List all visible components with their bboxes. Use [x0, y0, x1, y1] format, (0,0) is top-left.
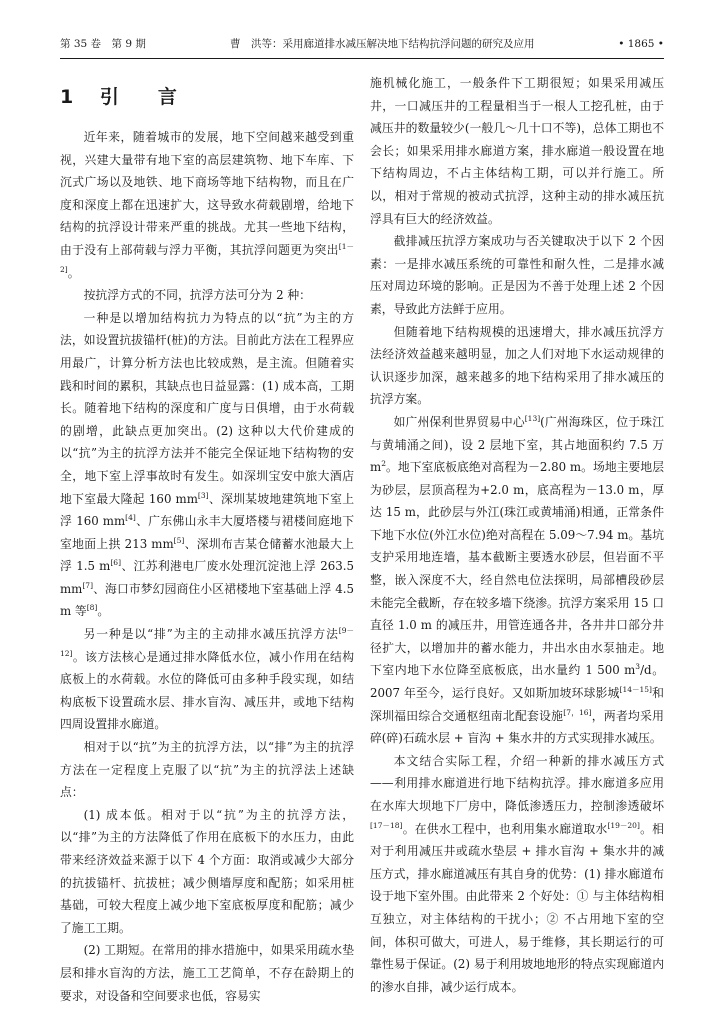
text-run: 。该方法核心是通过排水降低水位，减小作用在结构底板上的水荷载。水位的降低可由多种手段实现，如结构底板下设置疏水层、排水盲沟、减压井，或地下结构四周设置排水廊道。	[60, 649, 354, 732]
citation-superscript: [3]	[197, 490, 209, 500]
citation-superscript: [13]	[524, 413, 541, 423]
citation-superscript: [7]	[82, 580, 93, 590]
paragraph	[370, 230, 664, 320]
citation-superscript: [5]	[173, 535, 185, 545]
paragraph	[370, 750, 664, 999]
citation-superscript: [4]	[125, 513, 136, 523]
paragraph	[60, 307, 354, 623]
text-run: 。在供水工程中，也利用集水廊道取水	[402, 821, 608, 836]
text-run: 。地下室底板底绝对高程为－2.80 m。场地主要地层为砂层，层顶高程为+2.0 m，底高程为－13.0 m，厚达 15 m，此砂层与外江(珠江或黄埔涌)相通，正常条件下地下水位(外江水位)绝对高程在 5.09～7.94 m。基坑支护采用地连墙，基本截断主要透水砂层，但岩面不平整，嵌入深度不大，经自然电位法探明，局部槽段砂层未能完全截断，存在较多墙下绕渗。抗浮方案采用 15 口直径 1.0 m 的减压井，用管连通各井，各井井口部分井径扩大，以增加井的蓄水能力，井出水由水泵抽走。地下室内地下水位降至底板底，出水量约 1 500 m	[370, 460, 664, 678]
paragraph	[370, 321, 664, 411]
citation-superscript: [19－20]	[607, 820, 640, 830]
text-run: 另一种是以“排”为主的主动排水减压抗浮方法	[83, 627, 339, 642]
text-run: 、广东佛山永丰大厦塔楼与裙楼间庭地下室地面上拱 213 mm	[60, 514, 354, 551]
text-run: (2) 工期短。在常用的排水措施中，如果采用疏水垫层和排水盲沟的方法，施工工艺简单，不存在龄期上的要求，对设备和空间要求也低，容易实	[60, 943, 354, 1003]
right-column-body	[370, 72, 664, 998]
text-run: 按抗浮方式的不同，抗浮方法可分为 2 种：	[83, 288, 311, 303]
running-title: 曹 洪等：采用廊道排水减压解决地下结构抗浮问题的研究及应用	[230, 38, 535, 50]
text-run: /d。2007 年至今，运行良好。又如斯加坡环球影城	[370, 663, 664, 701]
paragraph	[60, 804, 354, 940]
text-run: 施机械化施工，一般条件下工期很短；如果采用减压井，一口减压井的工程量相当于一根人工挖孔桩，由于减压井的数量较少(一般几～几十口不等)，总体工期也不会长；如果采用排水廊道方案，排水廊道一般设置在地下结构周边，不占主体结构工期，可以并行施工。所以，相对于常规的被动式抗浮，这种主动的排水减压抗浮具有巨大的经济效益。	[370, 76, 664, 226]
left-column-body	[60, 126, 354, 1007]
journal-volume-issue: 第 35 卷 第 9 期	[60, 38, 146, 50]
paragraph	[370, 411, 664, 750]
text-run: 相对于以“抗”为主的抗浮方法，以“排”为主的抗浮方法在一定程度上克服了以“抗”为主的抗浮法上述缺点：	[60, 740, 354, 800]
text-run: ，两者均采用碎(碎)石疏水层 + 盲沟 + 集水井的方式实现排水减压。	[370, 708, 664, 746]
citation-superscript: [14－15]	[619, 685, 652, 695]
citation-superscript: [1－2]	[60, 241, 354, 274]
text-run: 截排减压抗浮方案成功与否关键取决于以下 2 个因素：一是排水减压系统的可靠性和耐久性，二是排水减压对周边环境的影响。正是因为不善于处理上述 2 个因素，导致此方法鲜于应用。	[370, 234, 664, 316]
right-column	[370, 72, 664, 998]
text-run: 但随着地下结构规模的迅速增大，排水减压抗浮方法经济效益越来越明显，加之人们对地下水运动规律的认识逐步加深，越来越多的地下结构采用了排水减压的抗浮方案。	[370, 324, 664, 407]
text-run: 、深圳布吉某仓储蓄水池最大上浮 1.5 m	[60, 536, 354, 574]
page-number: • 1865 •	[618, 38, 664, 50]
text-run: 本文结合实际工程，介绍一种新的排水减压方式——利用排水廊道进行地下结构抗浮。排水廊道多应用在水库大坝地下厂房中，降低渗透压力，控制渗透破坏	[370, 753, 664, 813]
text-run: (广州海珠区，位于珠江与黄埔涌之间)，设 2 层地下室，其占地面积约 7.5 万 m	[370, 414, 664, 475]
text-run: 、深圳某坡地建筑地下室上浮 160 mm	[60, 491, 354, 529]
citation-superscript: 3	[635, 662, 641, 672]
text-run: 、江苏利港电厂废水处理沉淀池上浮 263.5 mm	[60, 559, 354, 596]
paragraph	[60, 623, 354, 736]
text-run: (1) 成本低。相对于以“抗”为主的抗浮方法，以“排”为主的方法降低了作用在底板下的水压力，由此带来经济效益来源于以下 4 个方面：取消或减少大部分的抗拔锚杆、抗拔桩；减少侧墙厚度和配筋；如采用桩基础，可较大程度上减少地下室底板厚度和配筋；减少了施工工期。	[60, 807, 354, 935]
citation-superscript: [6]	[110, 558, 121, 568]
left-column	[60, 72, 354, 1007]
text-run: 一种是以增加结构抗力为特点的以“抗”为主的方法，如设置抗拔锚杆(桩)的方法。目前此方法在工程界应用最广，计算分析方法也比较成熟，是主流。但随着实践和时间的累积，其缺点也日益显露：(1) 成本高，工期长。随着地下结构的深度和广度与日俱增，由于水荷载的剧增，此缺点更加突出。(2) 这种以大代价建成的以“抗”为主的抗浮方法并不能完全保证地下结构物的安全，地下室上浮事故时有发生。如深圳宝安中旅大酒店地下室最大隆起 160 mm	[60, 310, 354, 506]
citation-superscript: [8]	[86, 603, 98, 613]
text-run: 。	[67, 265, 80, 280]
text-run: 如广州保利世界贸易中心	[393, 414, 525, 429]
running-header	[60, 36, 664, 52]
citation-superscript: [7，16]	[563, 707, 592, 717]
text-run: 近年来，随着城市的发展，地下空间越来越受到重视，兴建大量带有地下室的高层建筑物、地下车库、下沉式广场以及地铁、地下商场等地下结构物，而且在广度和深度上都在迅速扩大，这导致水荷载剧增，给地下结构的抗浮设计带来严重的挑战。尤其一些地下结构，由于没有上部荷载与浮力平衡，其抗浮问题更为突出	[60, 130, 354, 257]
text-run: 、海口市梦幻园商住小区裙楼地下室基础上浮 4.5 m 等	[60, 581, 354, 619]
section-title: 引 言	[99, 86, 187, 108]
text-run: 。相对于利用减压井或疏水垫层 + 排水盲沟 + 集水井的减压方式，排水廊道减压有其自身的优势：(1) 排水廊道布设于地下室外围。由此带来 2 个好处：① 与主体结构相互独立，对主体结构的干扰小；② 不占用地下室的空间，体积可做大，可进人，易于维修，其长期运行的可靠性易于保证。(2) 易于利用坡地地形的特点实现廊道内的渗水自排，减少运行成本。	[370, 821, 664, 994]
citation-superscript: [9－12]	[60, 626, 354, 658]
text-run: 。	[97, 604, 110, 619]
header-rule	[60, 58, 664, 59]
paragraph	[60, 284, 354, 307]
section-number: 1	[60, 86, 84, 108]
text-run: 和深圳福田综合交通枢纽南北配套设施	[370, 686, 664, 723]
citation-superscript: 2	[381, 459, 386, 469]
section-heading	[60, 82, 354, 112]
paragraph	[370, 72, 664, 230]
paragraph	[60, 126, 354, 284]
paragraph	[60, 736, 354, 804]
paragraph	[60, 939, 354, 1007]
citation-superscript: [17－18]	[370, 820, 403, 830]
